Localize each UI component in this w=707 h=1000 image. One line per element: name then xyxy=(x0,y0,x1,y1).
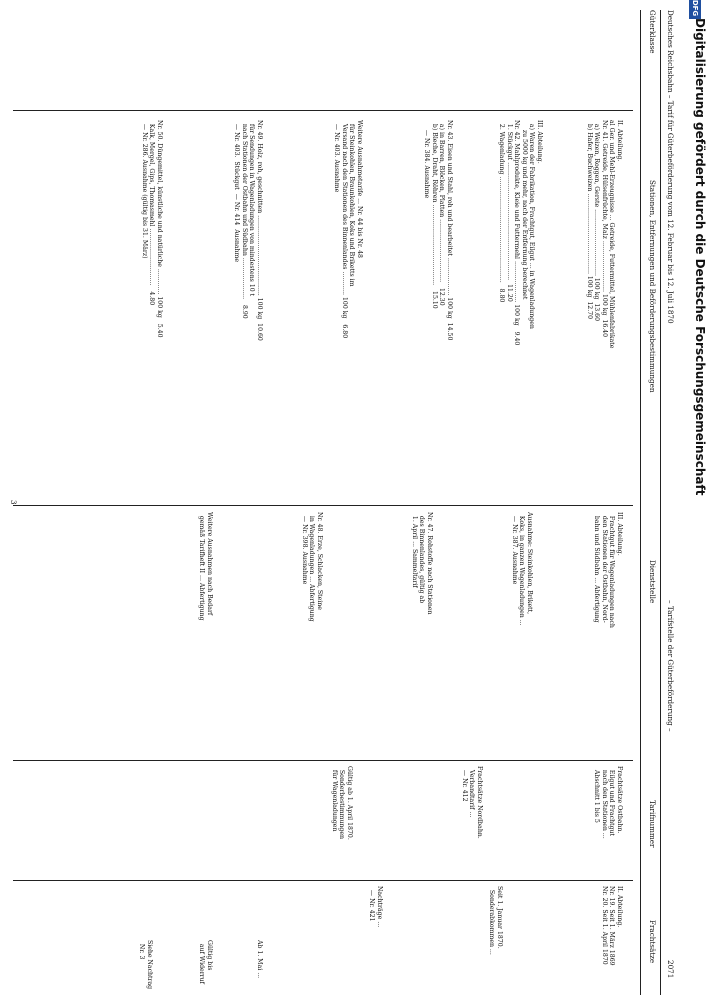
office-block-2: Frachtsätze Nordbahn. Verbandtarif ... — Nr. 412 xyxy=(460,766,483,839)
header-left: Deutsches Reichsbahn – Tarif für Güterbeförderung vom 12. Februar bis 12. Juli 1870 xyxy=(666,10,675,324)
station-block-5: Weitere Ausnahmen nach Bedarf gemäß Tarifheft II ... Abfertigung xyxy=(198,512,213,621)
note-block-2: Gültig bis auf Widerruf xyxy=(198,940,213,984)
office-block-1: Frachtsätze Ostbahn. Eilgut und Frachtgut nach den Stationen ... Abschnitt 1 bis 5 xyxy=(593,766,623,839)
tariff-block-1: II. Abteilung. al Ger. und Mehl-Erzeugnisse ... Getreide, Futtermittel, Mühlenfabrikate Nr. 41. Getreide, Hülsenfrüchte, Malz .......................... 100 kg 16.40 a) Weizen, Roggen, Gerste .................................. 100 kg 13.60 b) Hafer, Buchweizen ......................................... 100 kg 12.70 xyxy=(585,120,623,349)
tariff-block-6: Nr. 50. Düngemittel, künstliche und natürliche ............. 100 kg 5.40 Kalk, Mergel, Gips, Thomasmehl ............................. 4.80 — Nr. 286. Ausnahme (gültig bis 31. März) xyxy=(140,120,163,338)
station-block-1: III. Abteilung. Frachtgut für Wagenladungen nach den Stationen der Ostbahn, Nord- bahn und Südbahn ... Abfertigung xyxy=(593,512,623,628)
note-block-3: Siehe Nachtrag Nr. 3 xyxy=(138,940,153,990)
column-rule xyxy=(13,110,633,111)
rate-block-2: Seit 1. Januar 1870. Sonderabkommen ... xyxy=(488,886,503,955)
tariff-block-2: III. Abteilung. a) Waren der Fabrikation, Frachtgut, Eilgut ... in Wagenladungen zu 5000 kg und mehr, nach der Entfernung berechnet Nr. 42. Mahlprodukte, Kleie und Futtermehl ..................... 100 kg 9.40 1. Stückgut ............................................................ 11.20 2. Wagenladung ...................................................... 8.80 xyxy=(498,120,543,346)
tariff-block-4: Weitere Ausnahmetarife ... Nr. 44 bis Nr. 48 für Steinkohlen, Braunkohlen, Koks und Briketts im Versand nach den Stationen des Binnenlandes ............ 100 kg 6.80 — Nr. 403. Ausnahme xyxy=(333,120,363,339)
center-page-mark: 3 xyxy=(9,500,18,505)
col-header-2: Stationen, Entfernungen und Beförderungsbestimmungen xyxy=(648,180,657,393)
column-rule xyxy=(13,760,633,761)
col-header-1: Güterklasse xyxy=(648,10,657,54)
rate-block-3: Nachträge ... — Nr. 421 xyxy=(368,886,383,928)
col-header-3: Dienststelle xyxy=(648,560,657,604)
header-right: – Tarifstelle der Güterbeförderung – xyxy=(666,600,675,732)
header-rule xyxy=(660,10,661,995)
column-rule xyxy=(13,880,633,881)
col-header-5: Frachtsätze xyxy=(648,920,657,964)
col-header-4: Tarifnummer xyxy=(648,800,657,848)
station-block-3: Nr. 47. Rohstoffe nach Stationen des Binnenlandes, gültig ab 1. April ... Sammeltarif xyxy=(410,512,433,615)
note-block-1: Ab 1. Mai ... xyxy=(256,940,263,979)
digitization-sidebar xyxy=(683,0,707,1000)
page-number: 2071 xyxy=(666,960,675,979)
dfg-logo: DFG xyxy=(689,0,701,19)
tariff-block-5: Nr. 49. Holz, roh, geschnitten ......................................... 100 kg 10.60 für Sendungen in Wagenladungen von mindestens 10 t nach Stationen der Ostbahn und Südbahn ..................... 8.90 — Nr. 403. Stückgut — Nr. 414 Ausnahme xyxy=(233,120,263,341)
column-header-rule xyxy=(640,10,641,995)
station-block-4: Nr. 48. Erze, Schlacken, Steine in Wagenladungen ... Abfertigung — Nr. 398. Ausnahme xyxy=(300,512,323,622)
tariff-block-3: Nr. 43. Eisen und Stahl, roh und bearbeitet ................... 100 kg 14.50 a) in Barren, Blöcken, Platten ................................ 12.30 b) Bleche, Draht, Röhren ......................................... 15.10 — Nr. 384. Ausnahme xyxy=(423,120,453,341)
rate-block-1: II. Abteilung. Nr. 19. Seit 1. März 1869 Nr. 20. Seit 1. April 1870 xyxy=(600,886,623,966)
column-rule xyxy=(13,505,633,506)
office-block-3: Gültig ab 1. April 1870. Sonderbestimmungen für Wagenladungen xyxy=(330,766,353,840)
sidebar-credit-text: Digitalisierung gefördert durch die Deutsche Forschungsgemeinschaft xyxy=(693,18,707,496)
station-block-2: Ausnahme: Steinkohlen, Brikett, Koks, in ganzen Wagenladungen ... — Nr. 387. Ausnahme xyxy=(510,512,533,626)
